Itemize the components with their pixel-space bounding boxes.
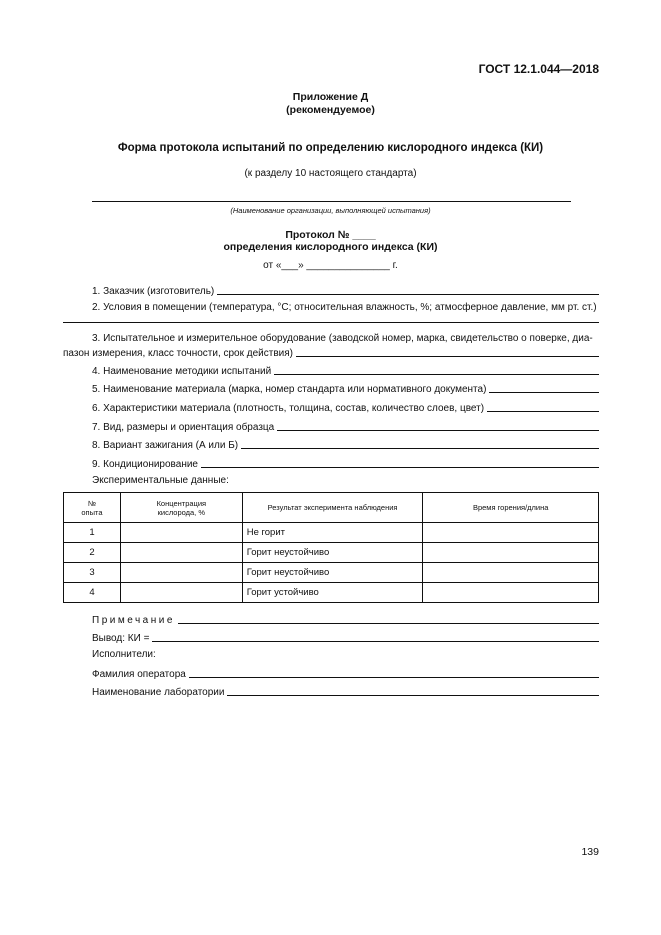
- operator-label: Фамилия оператора: [92, 669, 186, 680]
- cell-number: 2: [64, 543, 121, 563]
- cell-result: Горит неустойчиво: [242, 543, 423, 563]
- cell-concentration[interactable]: [120, 523, 242, 543]
- appendix-title: Приложение Д: [292, 91, 369, 103]
- ignition-field[interactable]: [241, 447, 599, 449]
- appendix-status: (рекомендуемое): [286, 104, 375, 116]
- table-row: [64, 543, 599, 563]
- lab-field[interactable]: [227, 694, 599, 696]
- performers-label: Исполнители:: [92, 649, 156, 660]
- note-field[interactable]: [178, 622, 599, 624]
- col-number-line1: №: [87, 498, 96, 508]
- cell-result: Горит устойчиво: [242, 583, 423, 603]
- col-result-header: Результат эксперимента наблюдения: [242, 493, 423, 523]
- table-row: [64, 583, 599, 603]
- form-title: Форма протокола испытаний по определению кислородного индекса (КИ): [117, 142, 544, 154]
- item-sample-label: 7. Вид, размеры и ориентация образца: [92, 422, 275, 433]
- cell-number: 4: [64, 583, 121, 603]
- col-number-line2: опыта: [81, 507, 103, 517]
- table-row: [64, 523, 599, 543]
- material-field[interactable]: [489, 391, 599, 393]
- conclusion-label: Вывод: КИ =: [92, 633, 150, 644]
- operator-field[interactable]: [189, 676, 599, 678]
- col-number-header: [64, 493, 121, 523]
- experimental-label: Экспериментальные данные:: [92, 475, 229, 486]
- item-characteristics-label: 6. Характеристики материала (плотность, толщина, состав, количество слоев, цвет): [92, 403, 485, 414]
- experimental-table: [63, 492, 599, 603]
- item-conditions-label: 2. Условия в помещении (температура, °С; относительная влажность, %; атмосферное давление, мм рт. ст.): [92, 302, 597, 313]
- organization-caption: (Наименование организации, выполняющей испытания): [230, 206, 431, 215]
- table-row: [64, 563, 599, 583]
- table-header-row: [64, 493, 599, 523]
- cell-concentration[interactable]: [120, 583, 242, 603]
- sample-field[interactable]: [277, 429, 599, 431]
- page-number: 139: [581, 846, 599, 858]
- organization-line[interactable]: [92, 201, 571, 202]
- item-conditioning-label: 9. Кондиционирование: [92, 459, 198, 470]
- conditions-field[interactable]: [63, 322, 599, 323]
- protocol-number: Протокол № ____: [285, 229, 376, 241]
- cell-time[interactable]: [423, 523, 599, 543]
- method-field[interactable]: [274, 373, 599, 375]
- item-material-label: 5. Наименование материала (марка, номер стандарта или нормативного документа): [92, 384, 487, 395]
- standard-header: ГОСТ 12.1.044—2018: [478, 62, 599, 76]
- note-label: Примечание: [92, 615, 175, 626]
- protocol-subject: определения кислородного индекса (КИ): [223, 241, 438, 253]
- col-concentration-header: Концентрация кислорода, %: [120, 493, 242, 523]
- conclusion-field[interactable]: [152, 640, 599, 642]
- item-equipment-label-1: 3. Испытательное и измерительное оборудование (заводской номер, марка, свидетельство о поверке, диа-: [92, 333, 593, 344]
- item-ignition-label: 8. Вариант зажигания (А или Б): [92, 440, 239, 451]
- cell-number: 3: [64, 563, 121, 583]
- customer-field[interactable]: [217, 293, 599, 295]
- protocol-date: от «___» _______________ г.: [263, 260, 398, 271]
- equipment-field[interactable]: [296, 355, 599, 357]
- item-equipment-label-2: пазон измерения, класс точности, срок действия): [63, 348, 293, 359]
- cell-time[interactable]: [423, 543, 599, 563]
- characteristics-field[interactable]: [487, 410, 599, 412]
- form-reference: (к разделу 10 настоящего стандарта): [244, 168, 417, 179]
- col-time-header: Время горения/длина: [423, 493, 599, 523]
- item-method-label: 4. Наименование методики испытаний: [92, 366, 272, 377]
- cell-result: Горит неустойчиво: [242, 563, 423, 583]
- cell-result: Не горит: [242, 523, 423, 543]
- cell-number: 1: [64, 523, 121, 543]
- cell-concentration[interactable]: [120, 543, 242, 563]
- cell-concentration[interactable]: [120, 563, 242, 583]
- cell-time[interactable]: [423, 563, 599, 583]
- cell-time[interactable]: [423, 583, 599, 603]
- conditioning-field[interactable]: [201, 466, 599, 468]
- lab-label: Наименование лаборатории: [92, 687, 225, 698]
- item-customer-label: 1. Заказчик (изготовитель): [92, 286, 215, 297]
